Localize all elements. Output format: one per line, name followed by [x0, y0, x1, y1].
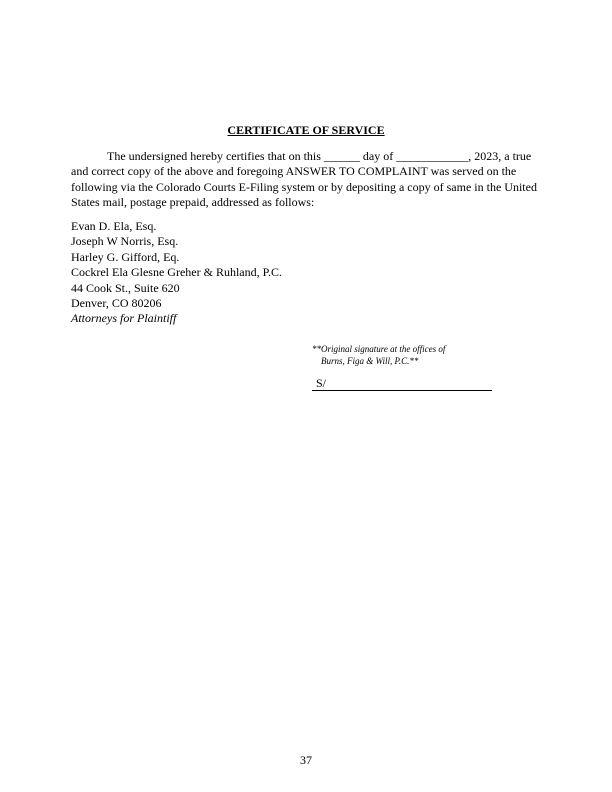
signature-line: [312, 376, 492, 391]
paragraph-line: and correct copy of the above and foregoing ANSWER TO COMPLAINT was served on the: [71, 164, 517, 179]
certification-paragraph: [71, 149, 549, 211]
addressee-line: Harley G. Gifford, Eq.: [71, 249, 180, 264]
certificate-title: CERTIFICATE OF SERVICE: [227, 123, 385, 137]
paragraph-line: The undersigned hereby certifies that on this ______ day of ____________, 2023, a true: [107, 149, 532, 163]
addressee-line: Joseph W Norris, Esq.: [71, 234, 179, 249]
addressee-line: Cockrel Ela Glesne Greher & Ruhland, P.C.: [71, 265, 282, 280]
addressee-role: Attorneys for Plaintiff: [71, 311, 177, 326]
addressee-line: 44 Cook St., Suite 620: [71, 280, 180, 295]
addressee-line: Evan D. Ela, Esq.: [71, 219, 157, 233]
signature-note-line: Burns, Figa & Will, P.C.**: [321, 356, 419, 366]
page-number: 37: [300, 753, 312, 767]
signature-label: S/: [316, 376, 327, 390]
addressee-line: Denver, CO 80206: [71, 296, 162, 311]
paragraph-line: following via the Colorado Courts E-Filing system or by depositing a copy of same in the United: [71, 179, 537, 194]
signature-note: [312, 343, 552, 367]
signature-note-line: **Original signature at the offices of: [312, 344, 446, 354]
paragraph-line: States mail, postage prepaid, addressed as follows:: [71, 195, 315, 210]
addressee-block: [71, 219, 371, 327]
